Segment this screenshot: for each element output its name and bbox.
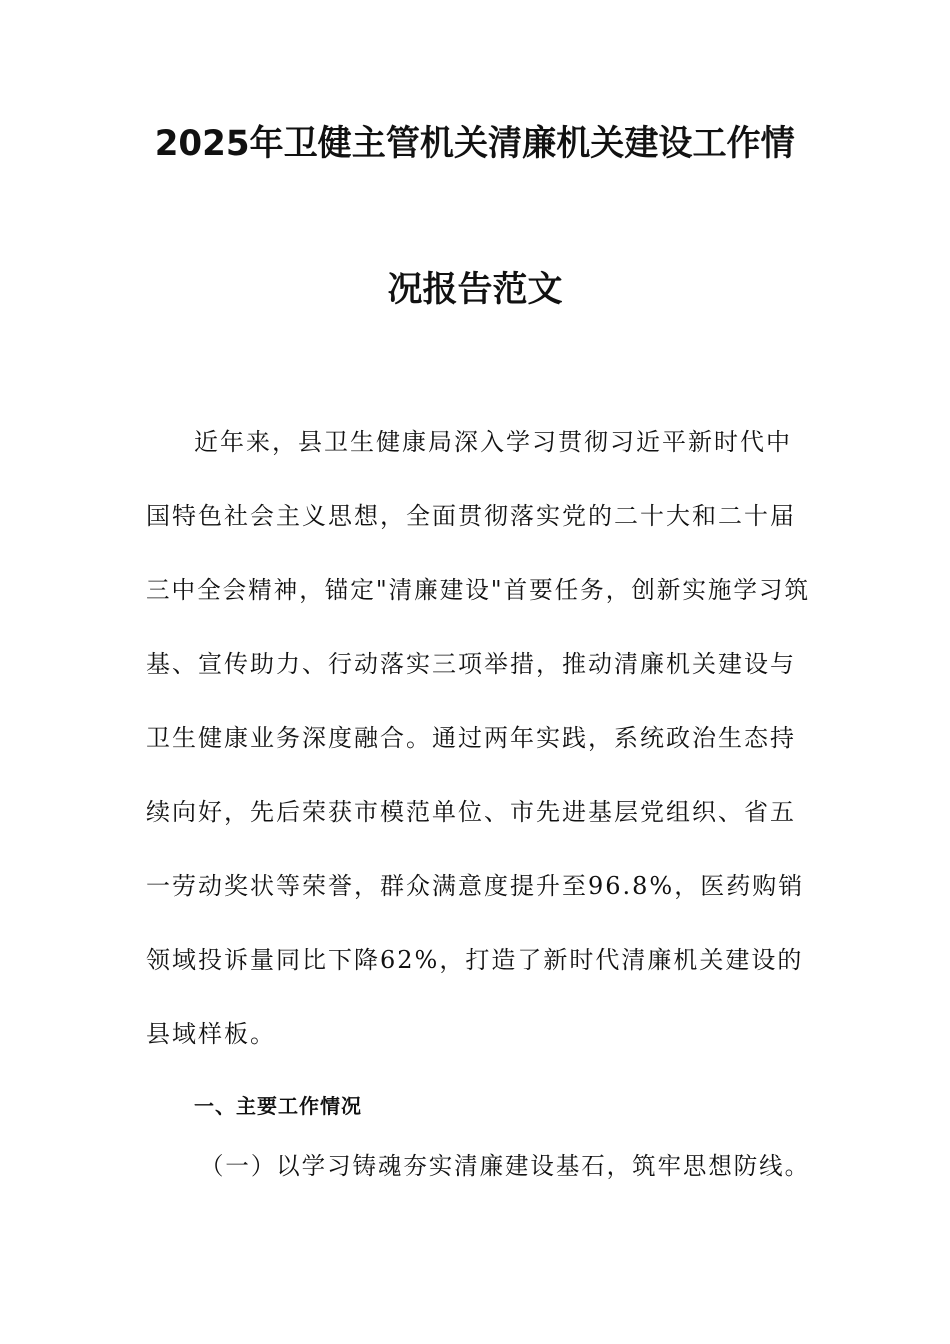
document-title-line-2: 况报告范文 bbox=[387, 270, 563, 310]
paragraph-line: 三中全会精神，锚定"清廉建设"首要任务，创新实施学习筑 bbox=[146, 576, 810, 604]
section-heading: 一、主要工作情况 bbox=[194, 1094, 362, 1118]
paragraph-line: 卫生健康业务深度融合。通过两年实践，系统政治生态持 bbox=[146, 724, 796, 752]
paragraph-line: 基、宣传助力、行动落实三项举措，推动清廉机关建设与 bbox=[146, 650, 796, 678]
paragraph-line: 领域投诉量同比下降62%，打造了新时代清廉机关建设的 bbox=[146, 946, 804, 974]
paragraph-line: 国特色社会主义思想，全面贯彻落实党的二十大和二十届 bbox=[146, 502, 796, 530]
paragraph-line: 近年来，县卫生健康局深入学习贯彻习近平新时代中 bbox=[194, 428, 792, 456]
paragraph-line: 县域样板。 bbox=[146, 1020, 276, 1048]
document-title-line-1: 2025年卫健主管机关清廉机关建设工作情 bbox=[154, 124, 795, 164]
sub-heading: （一）以学习铸魂夯实清廉建设基石，筑牢思想防线。 bbox=[200, 1152, 810, 1180]
paragraph-line: 一劳动奖状等荣誉，群众满意度提升至96.8%，医药购销 bbox=[146, 872, 805, 900]
paragraph-line: 续向好，先后荣获市模范单位、市先进基层党组织、省五 bbox=[146, 798, 796, 826]
